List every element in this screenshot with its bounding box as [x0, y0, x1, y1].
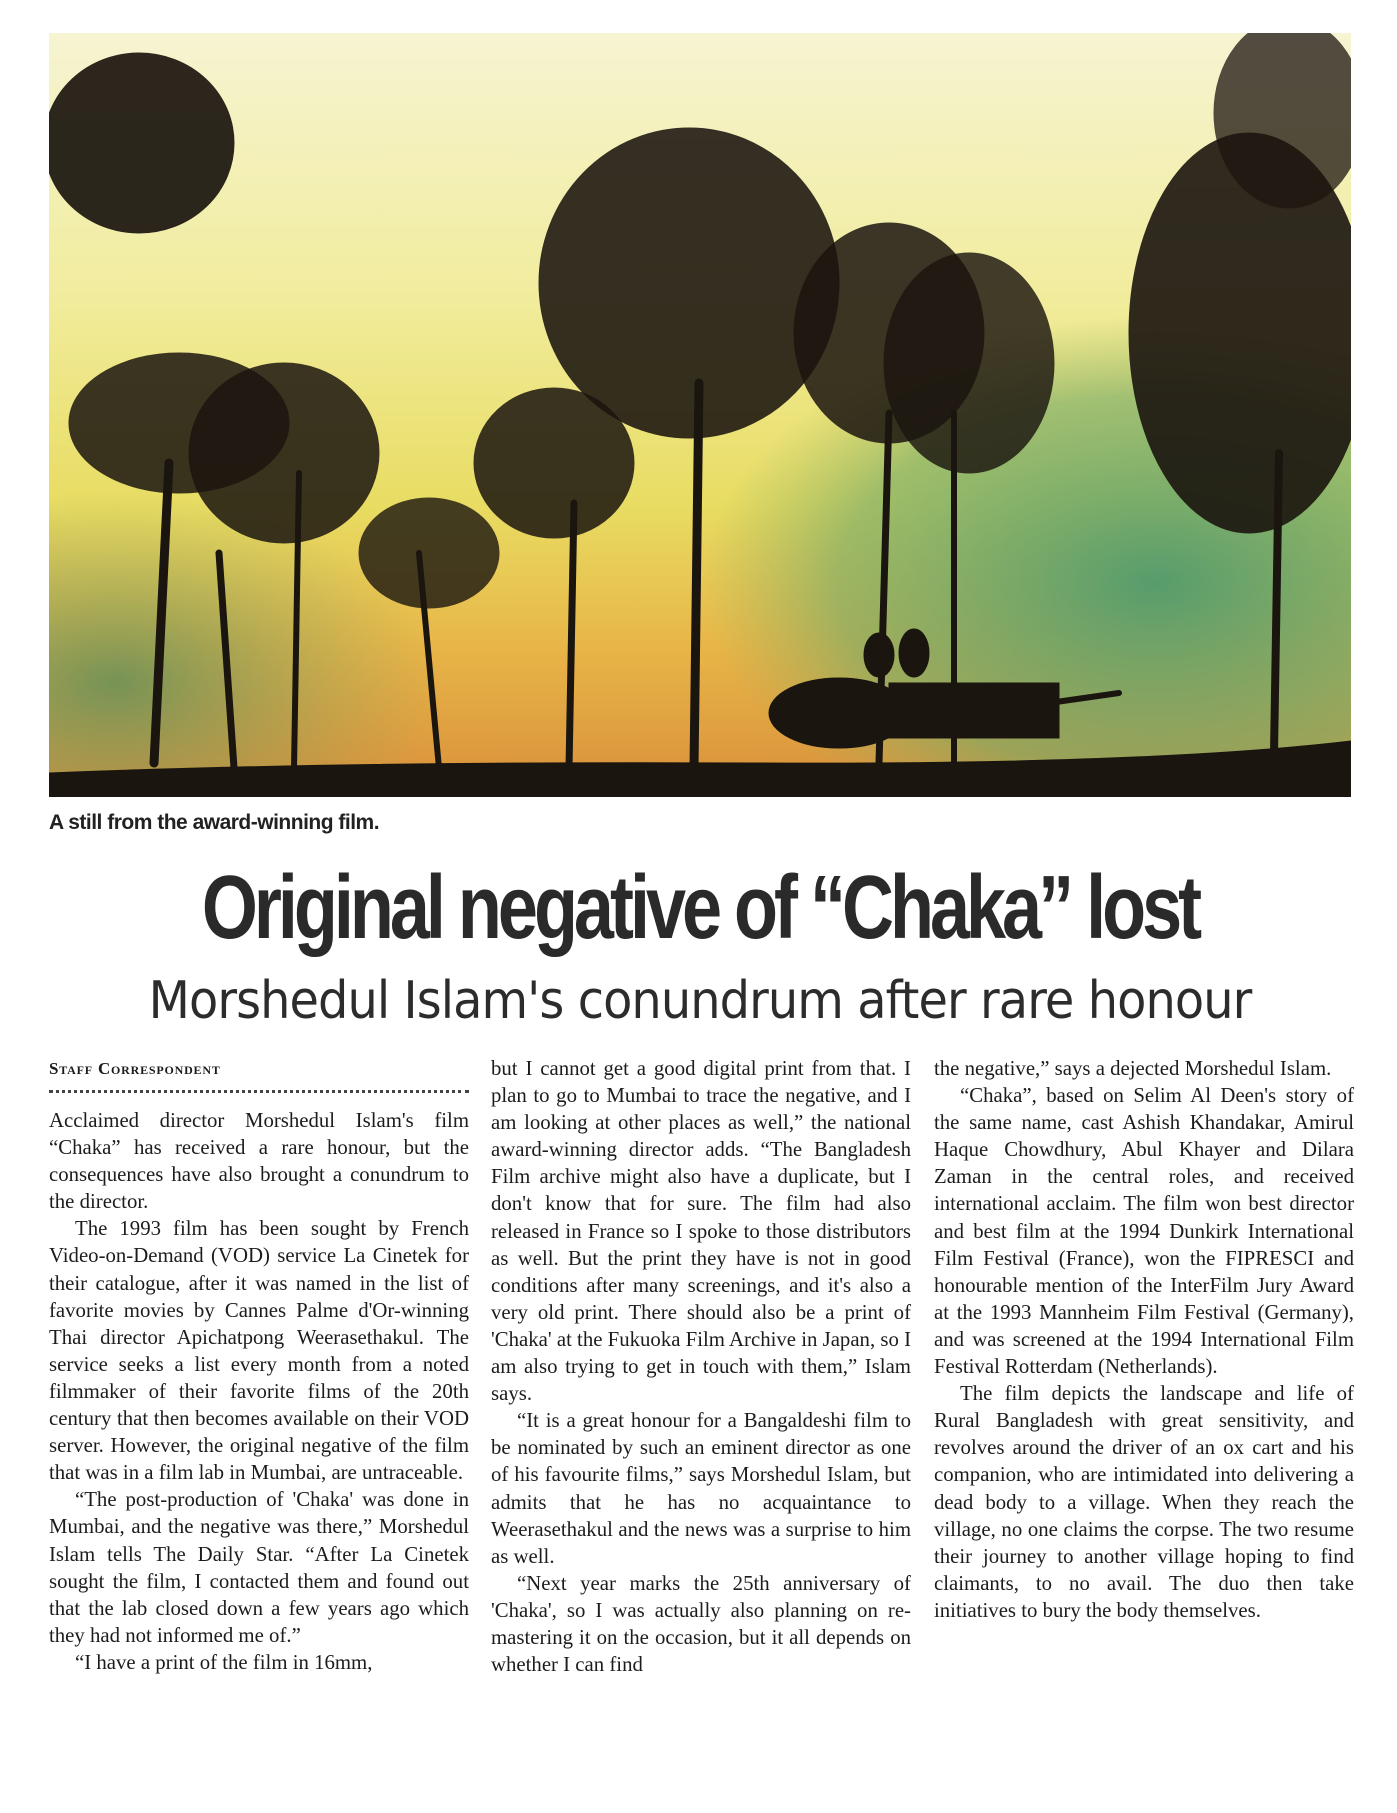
paragraph-continued: but I cannot get a good digital print from that. I plan to go to Mumbai to trace the negative, and I am looking at other places as well,” the national award-winning director adds. “The Bangladesh Film archive might also have a duplicate, but I don't know that for sure. The film had also released in France so I spoke to those distributors as well. But the print they have is not in good conditions after many screenings, and it's also a very old print. There should also be a print of 'Chaka' at the Fukuoka Film Archive in Japan, so I am also trying to get in touch with them,” Islam says.: [491, 1057, 911, 1406]
paragraph: “I have a print of the film in 16mm,: [75, 1650, 373, 1674]
photo-caption: A still from the award-winning film.: [49, 811, 380, 834]
byline: Staff Correspondent: [49, 1059, 221, 1078]
subheadline: Morshedul Islam's conundrum after rare honour: [148, 971, 1252, 1031]
text-column-3: [934, 1055, 1354, 1624]
paragraph: “Chaka”, based on Selim Al Deen's story of the same name, cast Ashish Khandakar, Amirul Haque Chowdhury, Abul Khayer and Dilara Zaman in the central roles, and received international acclaim. The film won best director and best film at the 1994 Dunkirk International Film Festival (France), won the FIPRESCI and honourable mention of the InterFilm Jury Award at the 1993 Mannheim Film Festival (Germany), and was screened at the 1994 International Film Festival Rotterdam (Netherlands).: [934, 1084, 1354, 1379]
paragraph: “Next year marks the 25th anniversary of 'Chaka', so I was actually also planning on re-mastering it on the occasion, but it all depends on whether I can find: [491, 1571, 911, 1677]
paragraph: Acclaimed director Morshedul Islam's film “Chaka” has received a rare honour, but the consequences have also brought a conundrum to the director.: [49, 1109, 469, 1214]
headline: Original negative of “Chaka” lost: [201, 858, 1199, 958]
paragraph: The film depicts the landscape and life of Rural Bangladesh with great sensitivity, and revolves around the driver of an ox cart and his companion, who are intimidated into delivering a dead body to a village. When they reach the village, no one claims the corpse. The two resume their journey to another village hoping to find claimants, to no avail. The duo then take initiatives to bury the body themselves.: [934, 1382, 1354, 1622]
text-column-2: [491, 1055, 911, 1678]
paragraph: “It is a great honour for a Bangaldeshi film to be nominated by such an eminent director as one of his favourite films,” says Morshedul Islam, but admits that he has no acquaintance to Weerasethakul and the news was a surprise to him as well.: [491, 1409, 911, 1568]
film-still-photo: [49, 33, 1351, 797]
paragraph: “The post-production of 'Chaka' was done in Mumbai, and the negative was there,” Morshedul Islam tells The Daily Star. “After La Cinetek sought the film, I contacted them and found out that the lab closed down a few years ago which they had not informed me of.”: [49, 1488, 469, 1647]
dotted-divider: [49, 1090, 469, 1093]
paragraph-continued: the negative,” says a dejected Morshedul Islam.: [934, 1057, 1332, 1080]
paragraph: The 1993 film has been sought by French Video-on-Demand (VOD) service La Cinetek for their catalogue, after it was named in the list of favorite movies by Cannes Palme d'Or-winning Thai director Apichatpong Weerasethakul. The service seeks a list every month from a noted filmmaker of their favorite films of the 20th century that then becomes available on their VOD server. However, the original negative of the film that was in a film lab in Mumbai, are untraceable.: [49, 1217, 469, 1485]
text-column-1: [49, 1055, 469, 1676]
